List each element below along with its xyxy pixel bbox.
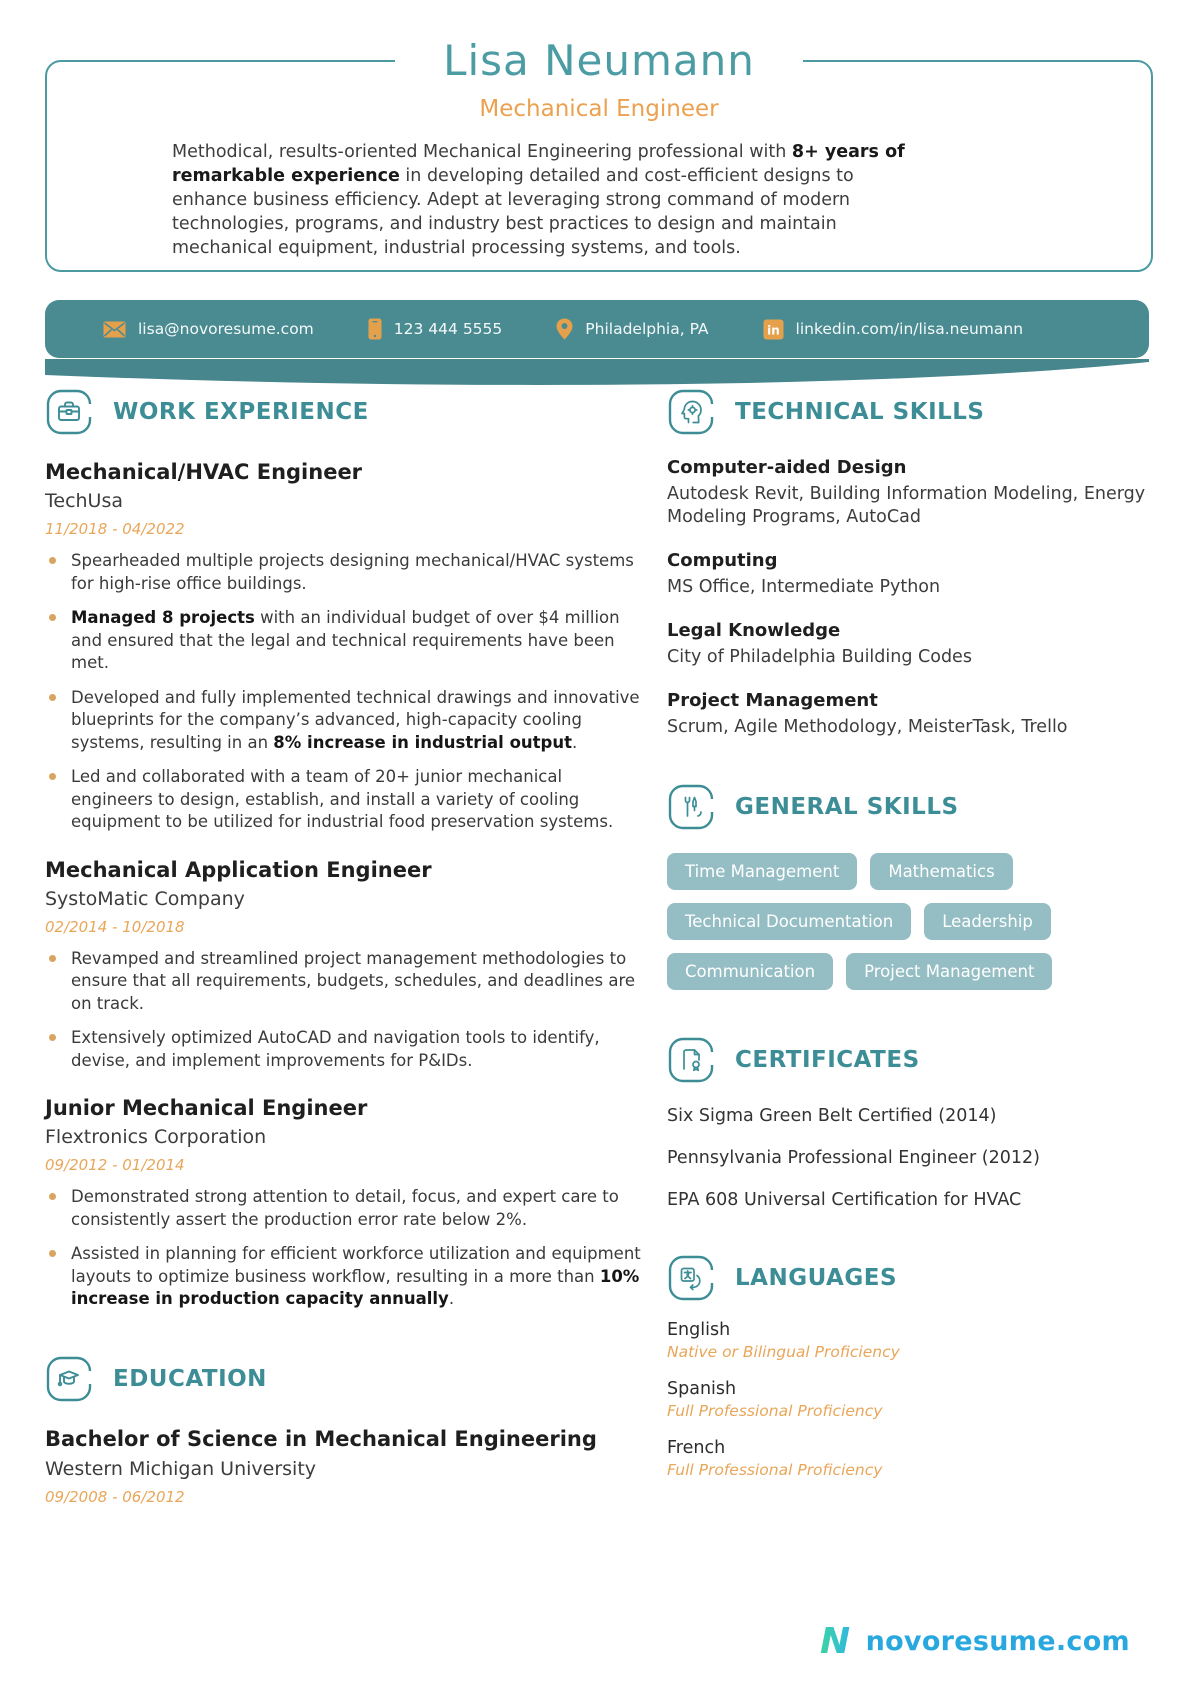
education-degree: Bachelor of Science in Mechanical Engineering: [45, 1426, 597, 1451]
language-level: Native or Bilingual Proficiency: [667, 1343, 900, 1361]
brand-text: novoresume.com: [865, 1625, 1130, 1657]
job-title: Mechanical Application Engineer: [45, 857, 432, 882]
skill-group-items: City of Philadelphia Building Codes: [667, 647, 972, 667]
header-summary-box: [45, 36, 1153, 272]
language-level: Full Professional Proficiency: [667, 1461, 883, 1479]
left-column: [45, 388, 642, 1506]
contact-email-text: lisa@novoresume.com: [138, 320, 314, 338]
education-header: [45, 1355, 642, 1403]
briefcase-icon: [45, 388, 93, 436]
job-entry: [45, 1096, 642, 1311]
job-bullet: Managed 8 projects with an individual budget of over $4 million and ensured that the legal and technical requirements have been met.: [71, 607, 642, 675]
language-item: [667, 1438, 1161, 1479]
skill-tag: Leadership: [924, 903, 1051, 940]
phone-icon: [368, 318, 382, 340]
job-bullet: Developed and fully implemented technical drawings and innovative blueprints for the company’s advanced, high-capacity cooling systems, resulting in an 8% increase in industrial output.: [71, 687, 642, 755]
certificates-header: [667, 1036, 1161, 1084]
contact-email[interactable]: [103, 320, 314, 338]
language-item: [667, 1379, 1161, 1420]
language-name: French: [667, 1438, 726, 1458]
skill-tag: Mathematics: [870, 853, 1012, 890]
education-dates: 09/2008 - 06/2012: [45, 1487, 185, 1506]
contact-bar-swoosh: [45, 359, 1149, 393]
job-dates: 11/2018 - 04/2022: [45, 520, 185, 538]
technical-skills-header: [667, 388, 1161, 436]
skill-group-name: Computing: [667, 550, 778, 571]
translate-icon: [667, 1254, 715, 1302]
certificate-item: Six Sigma Green Belt Certified (2014): [667, 1106, 997, 1126]
job-bullets: [45, 948, 642, 1073]
envelope-icon: [103, 321, 126, 338]
general-skills-tags: [667, 853, 1161, 990]
skill-group-items: Scrum, Agile Methodology, MeisterTask, Trello: [667, 717, 1068, 737]
skill-tag: Technical Documentation: [667, 903, 911, 940]
svg-text:in: in: [766, 323, 780, 337]
language-name: English: [667, 1320, 731, 1340]
job-bullet: Assisted in planning for efficient workforce utilization and equipment layouts to optimize business workflow, resulting in a more than 10% increase in production capacity annually.: [71, 1243, 642, 1311]
contact-phone[interactable]: [368, 318, 502, 340]
skill-group: [667, 550, 1161, 599]
technical-skills-title: TECHNICAL SKILLS: [735, 399, 985, 425]
job-bullet: Spearheaded multiple projects designing mechanical/HVAC systems for high-rise office buildings.: [71, 550, 642, 595]
skill-group-items: MS Office, Intermediate Python: [667, 577, 941, 597]
job-dates: 09/2012 - 01/2014: [45, 1156, 185, 1174]
contact-linkedin[interactable]: [763, 319, 1024, 340]
graduation-cap-icon: [45, 1355, 93, 1403]
contact-location[interactable]: [556, 318, 708, 340]
contact-phone-text: 123 444 5555: [393, 320, 503, 338]
work-experience-title: WORK EXPERIENCE: [113, 399, 369, 425]
language-name: Spanish: [667, 1379, 737, 1399]
contact-linkedin-text: linkedin.com/in/lisa.neumann: [795, 320, 1024, 338]
certificate-item: EPA 608 Universal Certification for HVAC: [667, 1190, 1022, 1210]
languages-header: [667, 1254, 1161, 1302]
svg-text:N: N: [819, 1622, 850, 1660]
skill-group-name: Legal Knowledge: [667, 620, 841, 641]
candidate-name: Lisa Neumann: [47, 36, 1151, 85]
job-bullet: Extensively optimized AutoCAD and navigation tools to identify, devise, and implement improvements for P&IDs.: [71, 1027, 642, 1072]
job-title: Mechanical/HVAC Engineer: [45, 460, 363, 484]
languages-title: LANGUAGES: [735, 1265, 898, 1291]
head-gear-icon: [667, 388, 715, 436]
job-company: TechUsa: [45, 490, 124, 512]
job-company: SystoMatic Company: [45, 887, 245, 910]
certificate-item: Pennsylvania Professional Engineer (2012): [667, 1148, 1040, 1168]
job-entry: [45, 858, 642, 1073]
job-company: Flextronics Corporation: [45, 1126, 267, 1148]
general-skills-header: [667, 783, 1161, 831]
contact-location-text: Philadelphia, PA: [585, 320, 709, 338]
skill-group: [667, 620, 1161, 669]
job-dates: 02/2014 - 10/2018: [45, 917, 185, 936]
skill-group-items: Autodesk Revit, Building Information Modeling, Energy Modeling Programs, AutoCad: [667, 484, 1146, 527]
location-pin-icon: [556, 318, 573, 340]
right-column: [667, 388, 1161, 1479]
skill-group: [667, 457, 1161, 529]
skill-tag: Time Management: [667, 853, 857, 890]
skill-group-name: Computer-aided Design: [667, 457, 907, 478]
job-bullets: [45, 550, 642, 834]
language-level: Full Professional Proficiency: [667, 1402, 883, 1420]
skill-tag: Project Management: [846, 953, 1052, 990]
certificate-icon: [667, 1036, 715, 1084]
job-bullets: [45, 1186, 642, 1311]
job-title: Junior Mechanical Engineer: [45, 1096, 368, 1120]
certificates-title: CERTIFICATES: [735, 1047, 920, 1073]
linkedin-icon: [763, 319, 784, 340]
professional-summary: Methodical, results-oriented Mechanical Engineering professional with 8+ years of remarkable experience in developing detailed and cost-efficient designs to enhance business efficiency. Adept at leveraging strong command of modern technologies, programs, and industry best practices to design and maintain mechanical equipment, industrial processing systems, and tools.: [172, 142, 905, 258]
job-bullet: Led and collaborated with a team of 20+ junior mechanical engineers to design, establish, and install a variety of cooling equipment to be utilized for industrial food preservation systems.: [71, 766, 642, 834]
job-bullet: Revamped and streamlined project management methodologies to ensure that all requirements, budgets, schedules, and deadlines are on track.: [71, 948, 642, 1016]
novoresume-brand[interactable]: [819, 1622, 1130, 1660]
skill-group-name: Project Management: [667, 690, 878, 711]
skill-group: [667, 690, 1161, 739]
skill-tag: Communication: [667, 953, 833, 990]
education-school: Western Michigan University: [45, 1457, 317, 1480]
skills-tools-icon: [667, 783, 715, 831]
job-bullet: Demonstrated strong attention to detail, focus, and expert care to consistently assert the production error rate below 2%.: [71, 1186, 642, 1231]
candidate-job-title: Mechanical Engineer: [479, 96, 719, 122]
contact-bar: [45, 300, 1149, 358]
job-entry: [45, 460, 642, 834]
language-item: [667, 1320, 1161, 1361]
novoresume-logo-icon: [819, 1622, 857, 1660]
education-title: EDUCATION: [113, 1365, 267, 1392]
general-skills-title: GENERAL SKILLS: [735, 794, 959, 820]
work-experience-header: [45, 388, 642, 436]
